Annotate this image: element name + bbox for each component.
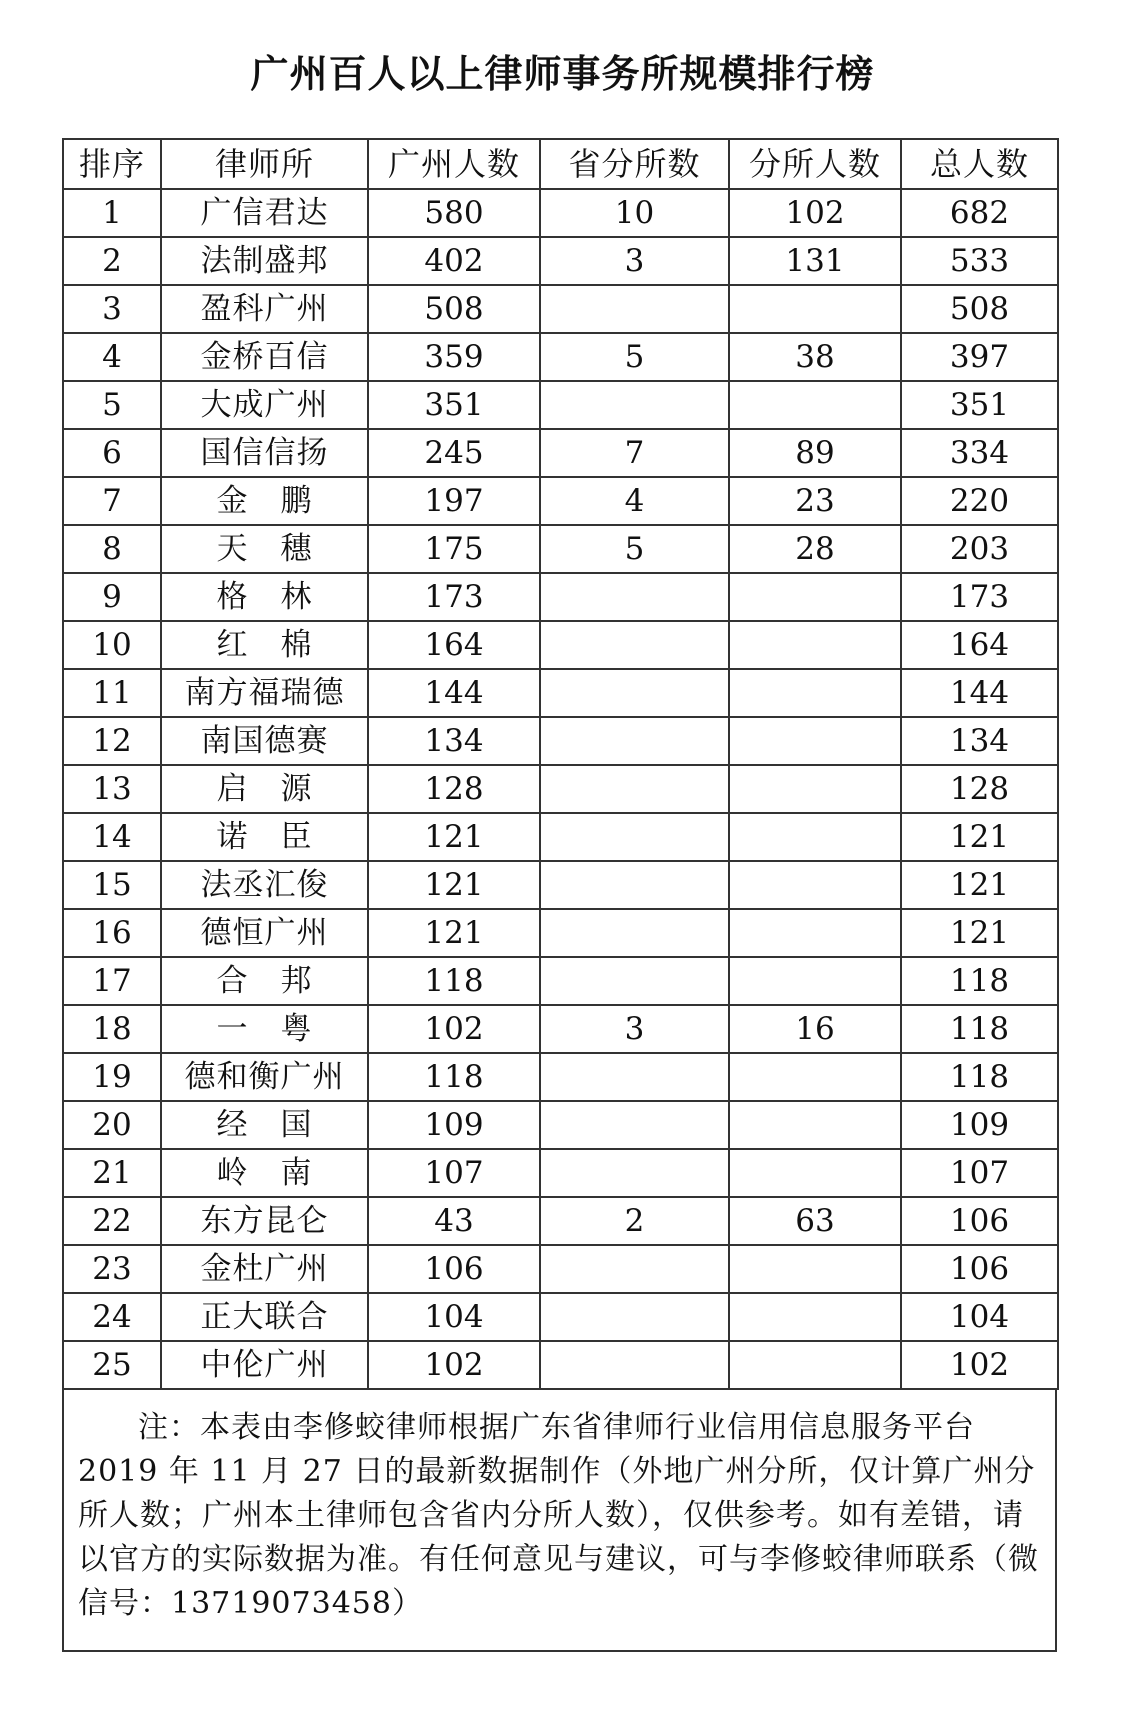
provincial-branches-cell: 4 xyxy=(540,477,729,525)
firm-cell: 法丞汇俊 xyxy=(161,861,368,909)
firm-cell: 格 林 xyxy=(161,573,368,621)
rank-cell: 18 xyxy=(63,1005,161,1053)
rank-cell: 1 xyxy=(63,189,161,237)
guangzhou-count-cell: 109 xyxy=(368,1101,540,1149)
total-count-cell: 121 xyxy=(901,861,1058,909)
branch-count-cell xyxy=(729,669,901,717)
guangzhou-count-cell: 402 xyxy=(368,237,540,285)
firm-cell: 经 国 xyxy=(161,1101,368,1149)
firm-cell: 国信信扬 xyxy=(161,429,368,477)
total-count-cell: 107 xyxy=(901,1149,1058,1197)
header-rank: 排序 xyxy=(63,139,161,189)
total-count-cell: 173 xyxy=(901,573,1058,621)
header-branch-count: 分所人数 xyxy=(729,139,901,189)
branch-count-cell: 28 xyxy=(729,525,901,573)
table-header-row xyxy=(63,139,1058,189)
guangzhou-count-cell: 134 xyxy=(368,717,540,765)
guangzhou-count-cell: 106 xyxy=(368,1245,540,1293)
table-row xyxy=(63,957,1058,1005)
firm-cell: 一 粤 xyxy=(161,1005,368,1053)
rank-cell: 17 xyxy=(63,957,161,1005)
rank-cell: 8 xyxy=(63,525,161,573)
rank-cell: 12 xyxy=(63,717,161,765)
guangzhou-count-cell: 351 xyxy=(368,381,540,429)
branch-count-cell xyxy=(729,813,901,861)
table-row xyxy=(63,573,1058,621)
firm-cell: 德和衡广州 xyxy=(161,1053,368,1101)
guangzhou-count-cell: 144 xyxy=(368,669,540,717)
rank-cell: 3 xyxy=(63,285,161,333)
provincial-branches-cell: 5 xyxy=(540,525,729,573)
total-count-cell: 121 xyxy=(901,909,1058,957)
table-row xyxy=(63,189,1058,237)
firm-cell: 金杜广州 xyxy=(161,1245,368,1293)
rank-cell: 5 xyxy=(63,381,161,429)
guangzhou-count-cell: 102 xyxy=(368,1341,540,1389)
provincial-branches-cell xyxy=(540,861,729,909)
provincial-branches-cell xyxy=(540,669,729,717)
guangzhou-count-cell: 107 xyxy=(368,1149,540,1197)
firm-cell: 中伦广州 xyxy=(161,1341,368,1389)
branch-count-cell: 89 xyxy=(729,429,901,477)
branch-count-cell xyxy=(729,381,901,429)
branch-count-cell xyxy=(729,1245,901,1293)
header-provincial-branches: 省分所数 xyxy=(540,139,729,189)
firm-cell: 南国德赛 xyxy=(161,717,368,765)
guangzhou-count-cell: 104 xyxy=(368,1293,540,1341)
table-row xyxy=(63,477,1058,525)
rank-cell: 4 xyxy=(63,333,161,381)
rank-cell: 16 xyxy=(63,909,161,957)
total-count-cell: 104 xyxy=(901,1293,1058,1341)
table-row xyxy=(63,909,1058,957)
guangzhou-count-cell: 121 xyxy=(368,861,540,909)
branch-count-cell xyxy=(729,957,901,1005)
total-count-cell: 106 xyxy=(901,1197,1058,1245)
provincial-branches-cell xyxy=(540,765,729,813)
total-count-cell: 106 xyxy=(901,1245,1058,1293)
rank-cell: 10 xyxy=(63,621,161,669)
branch-count-cell: 16 xyxy=(729,1005,901,1053)
branch-count-cell: 23 xyxy=(729,477,901,525)
guangzhou-count-cell: 580 xyxy=(368,189,540,237)
provincial-branches-cell: 2 xyxy=(540,1197,729,1245)
guangzhou-count-cell: 43 xyxy=(368,1197,540,1245)
table-row xyxy=(63,1053,1058,1101)
total-count-cell: 109 xyxy=(901,1101,1058,1149)
ranking-table xyxy=(62,138,1059,1390)
total-count-cell: 351 xyxy=(901,381,1058,429)
guangzhou-count-cell: 102 xyxy=(368,1005,540,1053)
branch-count-cell xyxy=(729,1341,901,1389)
branch-count-cell: 63 xyxy=(729,1197,901,1245)
branch-count-cell xyxy=(729,717,901,765)
guangzhou-count-cell: 118 xyxy=(368,957,540,1005)
guangzhou-count-cell: 118 xyxy=(368,1053,540,1101)
firm-cell: 金 鹏 xyxy=(161,477,368,525)
total-count-cell: 144 xyxy=(901,669,1058,717)
branch-count-cell: 131 xyxy=(729,237,901,285)
guangzhou-count-cell: 245 xyxy=(368,429,540,477)
table-row xyxy=(63,1245,1058,1293)
total-count-cell: 118 xyxy=(901,1053,1058,1101)
firm-cell: 德恒广州 xyxy=(161,909,368,957)
total-count-cell: 397 xyxy=(901,333,1058,381)
branch-count-cell xyxy=(729,909,901,957)
rank-cell: 24 xyxy=(63,1293,161,1341)
table-row xyxy=(63,333,1058,381)
header-guangzhou-count: 广州人数 xyxy=(368,139,540,189)
branch-count-cell: 102 xyxy=(729,189,901,237)
rank-cell: 2 xyxy=(63,237,161,285)
branch-count-cell xyxy=(729,1053,901,1101)
guangzhou-count-cell: 175 xyxy=(368,525,540,573)
header-firm: 律师所 xyxy=(161,139,368,189)
firm-cell: 正大联合 xyxy=(161,1293,368,1341)
guangzhou-count-cell: 359 xyxy=(368,333,540,381)
branch-count-cell xyxy=(729,1101,901,1149)
total-count-cell: 128 xyxy=(901,765,1058,813)
branch-count-cell xyxy=(729,621,901,669)
provincial-branches-cell xyxy=(540,1101,729,1149)
table-row xyxy=(63,525,1058,573)
provincial-branches-cell xyxy=(540,621,729,669)
rank-cell: 22 xyxy=(63,1197,161,1245)
rank-cell: 7 xyxy=(63,477,161,525)
provincial-branches-cell xyxy=(540,285,729,333)
firm-cell: 启 源 xyxy=(161,765,368,813)
table-row xyxy=(63,669,1058,717)
table-row xyxy=(63,429,1058,477)
guangzhou-count-cell: 128 xyxy=(368,765,540,813)
branch-count-cell xyxy=(729,1149,901,1197)
ranking-table-container xyxy=(62,138,1057,1652)
total-count-cell: 102 xyxy=(901,1341,1058,1389)
branch-count-cell xyxy=(729,765,901,813)
firm-cell: 红 棉 xyxy=(161,621,368,669)
total-count-cell: 118 xyxy=(901,957,1058,1005)
branch-count-cell: 38 xyxy=(729,333,901,381)
firm-cell: 东方昆仑 xyxy=(161,1197,368,1245)
total-count-cell: 118 xyxy=(901,1005,1058,1053)
table-row xyxy=(63,237,1058,285)
total-count-cell: 334 xyxy=(901,429,1058,477)
rank-cell: 9 xyxy=(63,573,161,621)
rank-cell: 23 xyxy=(63,1245,161,1293)
firm-cell: 合 邦 xyxy=(161,957,368,1005)
guangzhou-count-cell: 173 xyxy=(368,573,540,621)
provincial-branches-cell: 10 xyxy=(540,189,729,237)
firm-cell: 岭 南 xyxy=(161,1149,368,1197)
table-row xyxy=(63,1293,1058,1341)
total-count-cell: 220 xyxy=(901,477,1058,525)
rank-cell: 25 xyxy=(63,1341,161,1389)
branch-count-cell xyxy=(729,861,901,909)
rank-cell: 13 xyxy=(63,765,161,813)
guangzhou-count-cell: 197 xyxy=(368,477,540,525)
branch-count-cell xyxy=(729,573,901,621)
guangzhou-count-cell: 121 xyxy=(368,909,540,957)
table-row xyxy=(63,813,1058,861)
guangzhou-count-cell: 164 xyxy=(368,621,540,669)
firm-cell: 金桥百信 xyxy=(161,333,368,381)
table-row xyxy=(63,1101,1058,1149)
provincial-branches-cell xyxy=(540,1149,729,1197)
provincial-branches-cell xyxy=(540,1053,729,1101)
provincial-branches-cell: 3 xyxy=(540,237,729,285)
provincial-branches-cell xyxy=(540,1293,729,1341)
firm-cell: 盈科广州 xyxy=(161,285,368,333)
firm-cell: 天 穗 xyxy=(161,525,368,573)
table-row xyxy=(63,765,1058,813)
table-row xyxy=(63,621,1058,669)
table-row xyxy=(63,1197,1058,1245)
firm-cell: 南方福瑞德 xyxy=(161,669,368,717)
guangzhou-count-cell: 121 xyxy=(368,813,540,861)
total-count-cell: 682 xyxy=(901,189,1058,237)
table-body xyxy=(63,189,1058,1389)
provincial-branches-cell: 3 xyxy=(540,1005,729,1053)
rank-cell: 19 xyxy=(63,1053,161,1101)
provincial-branches-cell xyxy=(540,1245,729,1293)
provincial-branches-cell xyxy=(540,957,729,1005)
firm-cell: 诺 臣 xyxy=(161,813,368,861)
provincial-branches-cell xyxy=(540,813,729,861)
table-row xyxy=(63,717,1058,765)
total-count-cell: 533 xyxy=(901,237,1058,285)
table-row xyxy=(63,381,1058,429)
branch-count-cell xyxy=(729,1293,901,1341)
branch-count-cell xyxy=(729,285,901,333)
header-total-count: 总人数 xyxy=(901,139,1058,189)
provincial-branches-cell: 7 xyxy=(540,429,729,477)
firm-cell: 大成广州 xyxy=(161,381,368,429)
table-row xyxy=(63,861,1058,909)
rank-cell: 15 xyxy=(63,861,161,909)
page-title: 广州百人以上律师事务所规模排行榜 xyxy=(250,52,875,96)
provincial-branches-cell xyxy=(540,573,729,621)
total-count-cell: 134 xyxy=(901,717,1058,765)
table-row xyxy=(63,1149,1058,1197)
total-count-cell: 508 xyxy=(901,285,1058,333)
provincial-branches-cell xyxy=(540,1341,729,1389)
provincial-branches-cell: 5 xyxy=(540,333,729,381)
provincial-branches-cell xyxy=(540,909,729,957)
table-row xyxy=(63,1341,1058,1389)
rank-cell: 11 xyxy=(63,669,161,717)
total-count-cell: 121 xyxy=(901,813,1058,861)
firm-cell: 广信君达 xyxy=(161,189,368,237)
rank-cell: 14 xyxy=(63,813,161,861)
provincial-branches-cell xyxy=(540,381,729,429)
rank-cell: 6 xyxy=(63,429,161,477)
firm-cell: 法制盛邦 xyxy=(161,237,368,285)
rank-cell: 20 xyxy=(63,1101,161,1149)
total-count-cell: 164 xyxy=(901,621,1058,669)
table-row xyxy=(63,285,1058,333)
total-count-cell: 203 xyxy=(901,525,1058,573)
table-row xyxy=(63,1005,1058,1053)
guangzhou-count-cell: 508 xyxy=(368,285,540,333)
provincial-branches-cell xyxy=(540,717,729,765)
footnote: 注：本表由李修蛟律师根据广东省律师行业信用信息服务平台 2019 年 11 月 27 日的最新数据制作（外地广州分所，仅计算广州分所人数；广州本土律师包含省内分所人数），仅供参考。如有差错，请以官方的实际数据为准。有任何意见与建议，可与李修蛟律师联系（微信号：13719073458） xyxy=(62,1390,1057,1652)
rank-cell: 21 xyxy=(63,1149,161,1197)
